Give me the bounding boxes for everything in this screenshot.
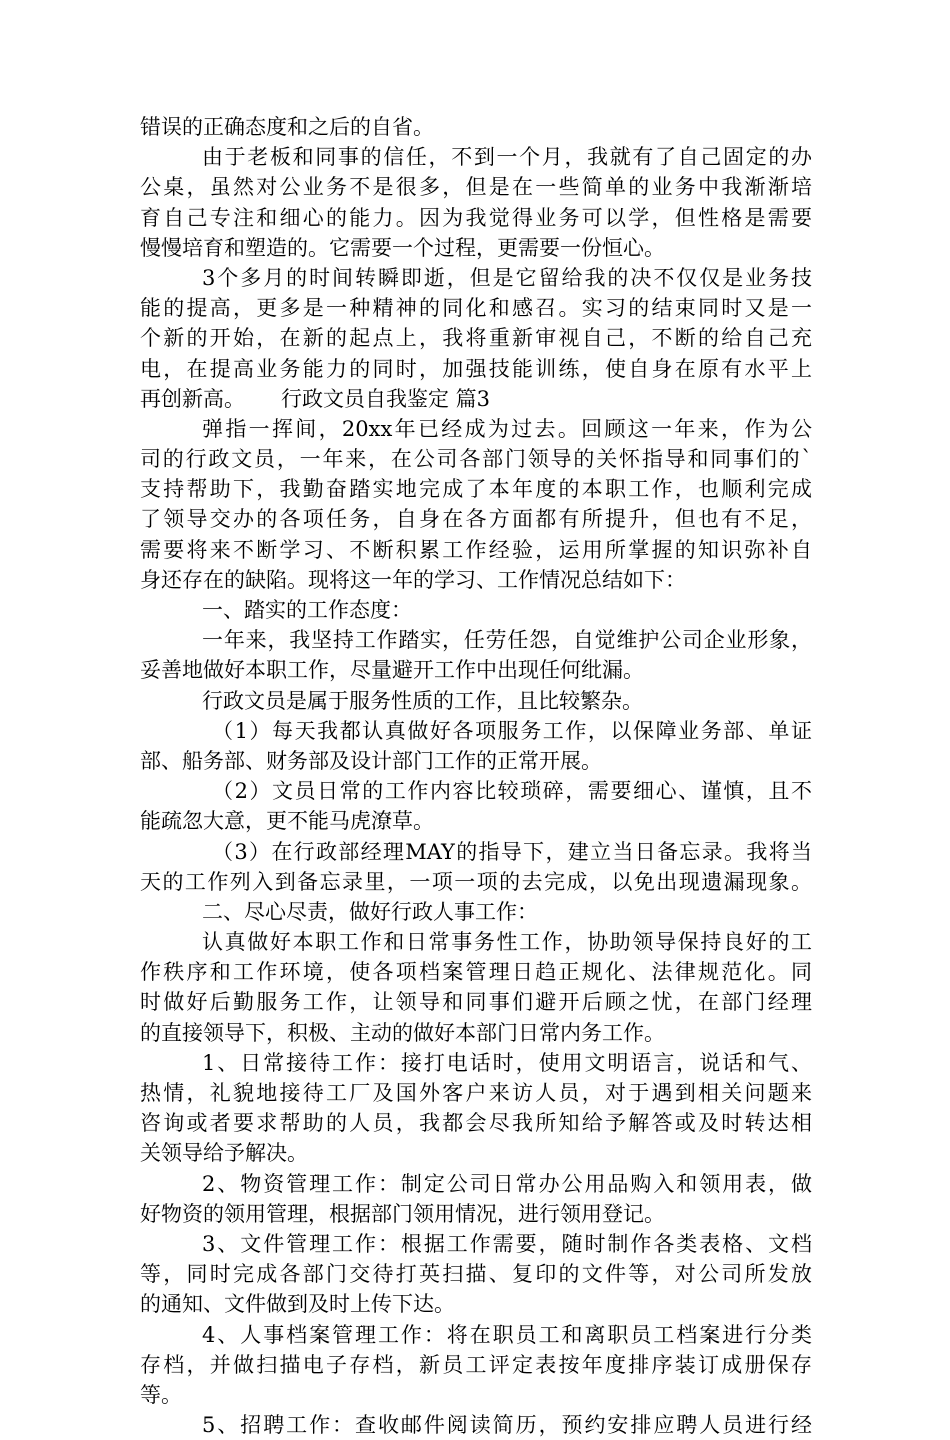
line-text: 支持帮助下，我勤奋踏实地完成了本年度的本职工作，也顺利完成 xyxy=(140,477,812,502)
paragraph-line xyxy=(140,565,812,595)
line-text: 4、人事档案管理工作：将在职员工和离职员工档案进行分类 xyxy=(202,1322,812,1347)
paragraph-line xyxy=(140,686,812,716)
line-text: 咨询或者要求帮助的人员，我都会尽我所知给予解答或及时转达相 xyxy=(140,1111,812,1136)
line-text: 等。 xyxy=(140,1382,182,1407)
line-text: 1、日常接待工作：接打电话时，使用文明语言，说话和气、 xyxy=(202,1050,812,1075)
line-text: 电，在提高业务能力的同时，加强技能训练，使自身在原有水平上 xyxy=(140,356,812,381)
line-text: 时做好后勤服务工作，让领导和同事们避开后顾之忧，在部门经理 xyxy=(140,990,812,1015)
line-text: 了领导交办的各项任务，自身在各方面都有所提升，但也有不足， xyxy=(140,507,812,532)
paragraph-line xyxy=(140,535,812,565)
paragraph-line xyxy=(140,1320,812,1350)
line-text: 的通知、文件做到及时上传下达。 xyxy=(140,1292,455,1317)
paragraph-line xyxy=(140,1380,812,1410)
paragraph-line xyxy=(140,595,812,625)
line-text: 弹指一挥间，20xx年已经成为过去。回顾这一年来，作为公 xyxy=(202,416,812,441)
paragraph-line xyxy=(140,384,812,414)
paragraph-line xyxy=(140,323,812,353)
line-text: 司的行政文员，一年来，在公司各部门领导的关怀指导和同事们的` xyxy=(140,447,812,472)
paragraph-line xyxy=(140,837,812,867)
line-text: 慢慢培育和塑造的。它需要一个过程，更需要一份恒心。 xyxy=(140,235,665,260)
line-text: 关领导给予解决。 xyxy=(140,1141,308,1166)
line-text: 3、文件管理工作：根据工作需要，随时制作各类表格、文档 xyxy=(202,1231,812,1256)
paragraph-line xyxy=(140,897,812,927)
paragraph-line xyxy=(140,1199,812,1229)
line-text: 行政文员是属于服务性质的工作，且比较繁杂。 xyxy=(202,688,643,713)
line-text: 一年来，我坚持工作踏实，任劳任怨，自觉维护公司企业形象， xyxy=(202,628,812,653)
line-text: 二、尽心尽责，做好行政人事工作： xyxy=(202,899,538,924)
line-text: 一、踏实的工作态度： xyxy=(202,598,412,622)
paragraph-line xyxy=(140,142,812,172)
line-text: 由于老板和同事的信任，不到一个月，我就有了自己固定的办 xyxy=(202,145,812,170)
paragraph-line xyxy=(140,233,812,263)
paragraph-line xyxy=(140,1138,812,1168)
paragraph-line xyxy=(140,927,812,957)
paragraph-line xyxy=(140,444,812,474)
paragraph-line xyxy=(140,957,812,987)
paragraph-line xyxy=(140,1229,812,1259)
paragraph-line xyxy=(140,746,812,776)
paragraph-line xyxy=(140,1078,812,1108)
paragraph-line xyxy=(140,1350,812,1380)
paragraph-line xyxy=(140,1018,812,1048)
paragraph-line xyxy=(140,987,812,1017)
line-text: （2）文员日常的工作内容比较琐碎，需要细心、谨慎，且不 xyxy=(212,779,812,804)
paragraph-line xyxy=(140,867,812,897)
line-text: 2、物资管理工作：制定公司日常办公用品购入和领用表，做 xyxy=(202,1171,812,1196)
line-text: 能疏忽大意，更不能马虎潦草。 xyxy=(140,809,434,834)
line-text: 能的提高，更多是一种精神的同化和感召。实习的结束同时又是一 xyxy=(140,296,812,321)
line-text: 再创新高。 xyxy=(140,386,245,411)
line-text: 育自己专注和细心的能力。因为我觉得业务可以学，但性格是需要 xyxy=(140,205,812,230)
paragraph-line xyxy=(140,263,812,293)
paragraph-line xyxy=(140,172,812,202)
paragraph-line xyxy=(140,1289,812,1319)
line-text: 等，同时完成各部门交待打英扫描、复印的文件等，对公司所发放 xyxy=(140,1262,812,1287)
line-text: （1）每天我都认真做好各项服务工作，以保障业务部、单证 xyxy=(212,718,812,743)
line-text: 5、招聘工作：查收邮件阅读简历，预约安排应聘人员进行经 xyxy=(202,1413,812,1438)
paragraph-line xyxy=(140,655,812,685)
paragraph-line xyxy=(140,776,812,806)
paragraph-line xyxy=(140,806,812,836)
paragraph-line xyxy=(140,716,812,746)
line-text: 个新的开始，在新的起点上，我将重新审视自己，不断的给自己充 xyxy=(140,326,812,351)
paragraph-line xyxy=(140,1108,812,1138)
document-page xyxy=(140,112,812,1440)
line-text: 妥善地做好本职工作，尽量避开工作中出现任何纰漏。 xyxy=(140,658,644,683)
line-text: 公桌，虽然对公业务不是很多，但是在一些简单的业务中我渐渐培 xyxy=(140,175,812,200)
line-text: 作秩序和工作环境，使各项档案管理日趋正规化、法律规范化。同 xyxy=(140,960,812,985)
paragraph-line xyxy=(140,625,812,655)
section-heading: 行政文员自我鉴定 篇3 xyxy=(281,386,491,411)
line-text: 错误的正确态度和之后的自省。 xyxy=(140,115,434,139)
line-text: 身还存在的缺陷。现将这一年的学习、工作情况总结如下： xyxy=(140,567,686,592)
line-text: 好物资的领用管理，根据部门领用情况，进行领用登记。 xyxy=(140,1201,665,1226)
paragraph-line xyxy=(140,112,812,142)
line-text: 热情，礼貌地接待工厂及国外客户来访人员，对于遇到相关问题来 xyxy=(140,1081,812,1105)
paragraph-line xyxy=(140,504,812,534)
line-text: （3）在行政部经理MAY的指导下，建立当日备忘录。我将当 xyxy=(212,839,812,864)
line-text: 3个多月的时间转瞬即逝，但是它留给我的决不仅仅是业务技 xyxy=(202,265,812,290)
paragraph-line xyxy=(140,1259,812,1289)
line-text: 需要将来不断学习、不断积累工作经验，运用所掌握的知识弥补自 xyxy=(140,537,812,562)
line-text: 天的工作列入到备忘录里，一项一项的去完成，以免出现遗漏现象。 xyxy=(140,869,812,894)
paragraph-line xyxy=(140,414,812,444)
paragraph-line xyxy=(140,1048,812,1078)
line-text: 的直接领导下，积极、主动的做好本部门日常内务工作。 xyxy=(140,1020,665,1045)
line-text: 部、船务部、财务部及设计部门工作的正常开展。 xyxy=(140,748,602,773)
paragraph-line xyxy=(140,203,812,233)
line-text: 认真做好本职工作和日常事务性工作，协助领导保持良好的工 xyxy=(202,930,812,955)
paragraph-line xyxy=(140,1169,812,1199)
paragraph-line xyxy=(140,1410,812,1440)
line-text: 存档，并做扫描电子存档，新员工评定表按年度排序装订成册保存 xyxy=(140,1352,812,1377)
paragraph-line xyxy=(140,354,812,384)
paragraph-line xyxy=(140,293,812,323)
paragraph-line xyxy=(140,474,812,504)
